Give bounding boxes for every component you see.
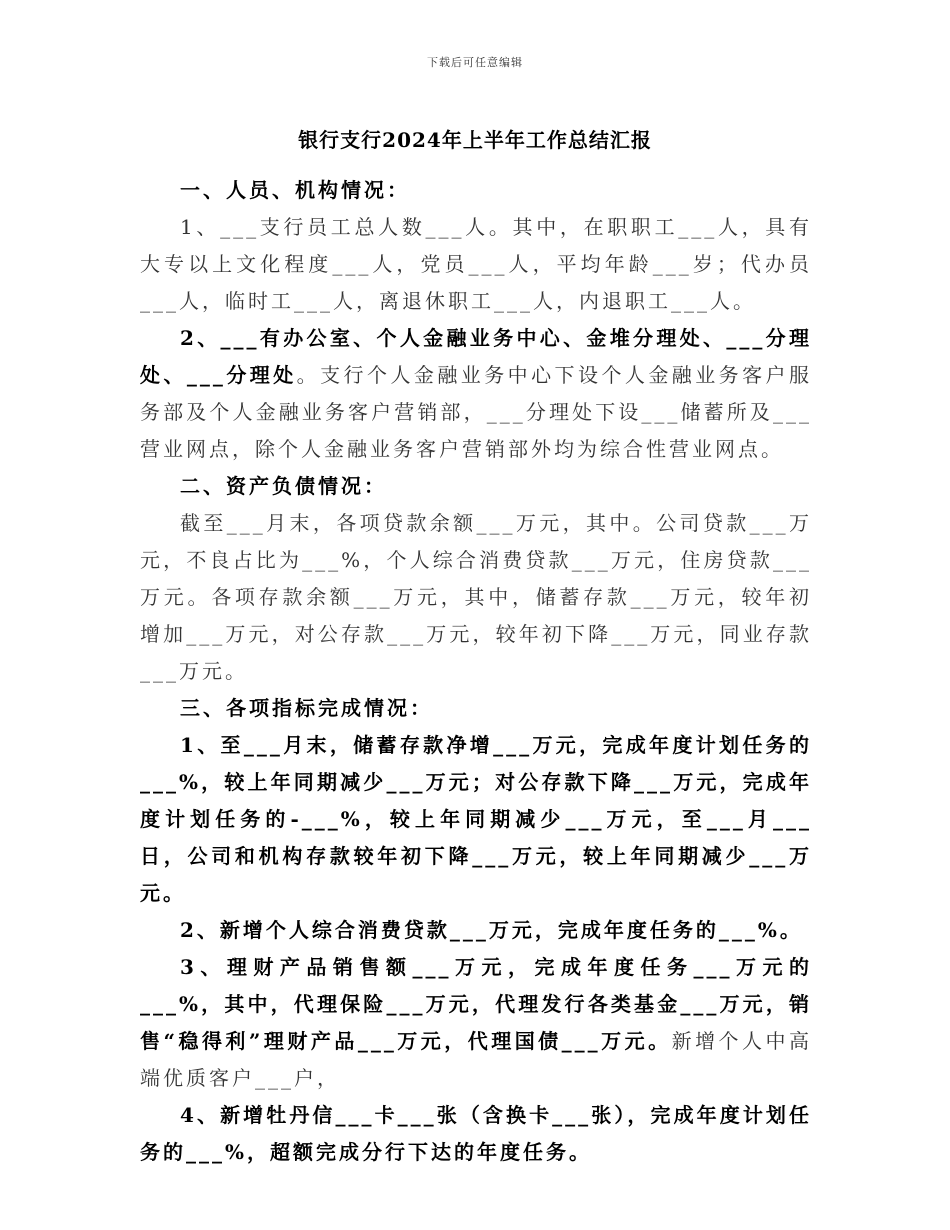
section-3-paragraph-3 xyxy=(140,949,812,1097)
section-3-paragraph-3-rest: 新增个人中高端优质客户___户， xyxy=(140,1029,812,1090)
document-body xyxy=(140,172,812,1171)
section-3-paragraph-3-bold: 3、理财产品销售额___万元，完成年度任务___万元的___%，其中，代理保险___万元，代理发行各类基金___万元，销售“稳得利”理财产品___万元，代理国债___万元。 xyxy=(140,955,812,1053)
section-2-heading: 二、资产负债情况： xyxy=(180,474,387,498)
section-1-paragraph-1 xyxy=(140,209,812,320)
section-1-paragraph-2-rest: 。支行个人金融业务中心下设个人金融业务客户服务部及个人金融业务客户营销部，___分理处下设___储蓄所及___营业网点，除个人金融业务客户营销部外均为综合性营业网点。 xyxy=(140,363,813,461)
section-3-paragraph-1: 1、至___月末，储蓄存款净增___万元，完成年度计划任务的___%，较上年同期减少___万元；对公存款下降___万元，完成年度计划任务的-___%，较上年同期减少___万元，至___月___日，公司和机构存款较年初下降___万元，较上年同期减少___万元。 xyxy=(140,733,812,905)
section-1-paragraph-2-bold: 2、___有办公室、个人金融业务中心、金堆分理处、___分理处、___分理处 xyxy=(140,326,812,387)
section-2-paragraph-1: 截至___月末，各项贷款余额___万元，其中。公司贷款___万元，不良占比为___%，个人综合消费贷款___万元，住房贷款___万元。各项存款余额___万元，其中，储蓄存款___万元，较年初增加___万元，对公存款___万元，较年初下降___万元，同业存款___万元。 xyxy=(140,511,812,683)
header-note: 下载后可任意编辑 xyxy=(427,56,523,69)
section-1-paragraph-1-text: 1、___支行员工总人数___人。其中，在职职工___人，具有大专以上文化程度___人，党员___人，平均年龄___岁；代办员___人，临时工___人，离退休职工___人，内退职工___人。 xyxy=(140,215,812,313)
section-3-paragraph-2: 2、新增个人综合消费贷款___万元，完成年度任务的___%。 xyxy=(180,918,803,942)
section-1-paragraph-2 xyxy=(140,320,812,468)
document-title: 银行支行2024年上半年工作总结汇报 xyxy=(298,128,652,152)
section-3-paragraph-4: 4、新增牡丹信___卡___张（含换卡___张），完成年度计划任务的___%，超额完成分行下达的年度任务。 xyxy=(140,1103,812,1164)
section-3-heading: 三、各项指标完成情况： xyxy=(180,696,433,720)
section-1-heading: 一、人员、机构情况： xyxy=(180,178,410,202)
